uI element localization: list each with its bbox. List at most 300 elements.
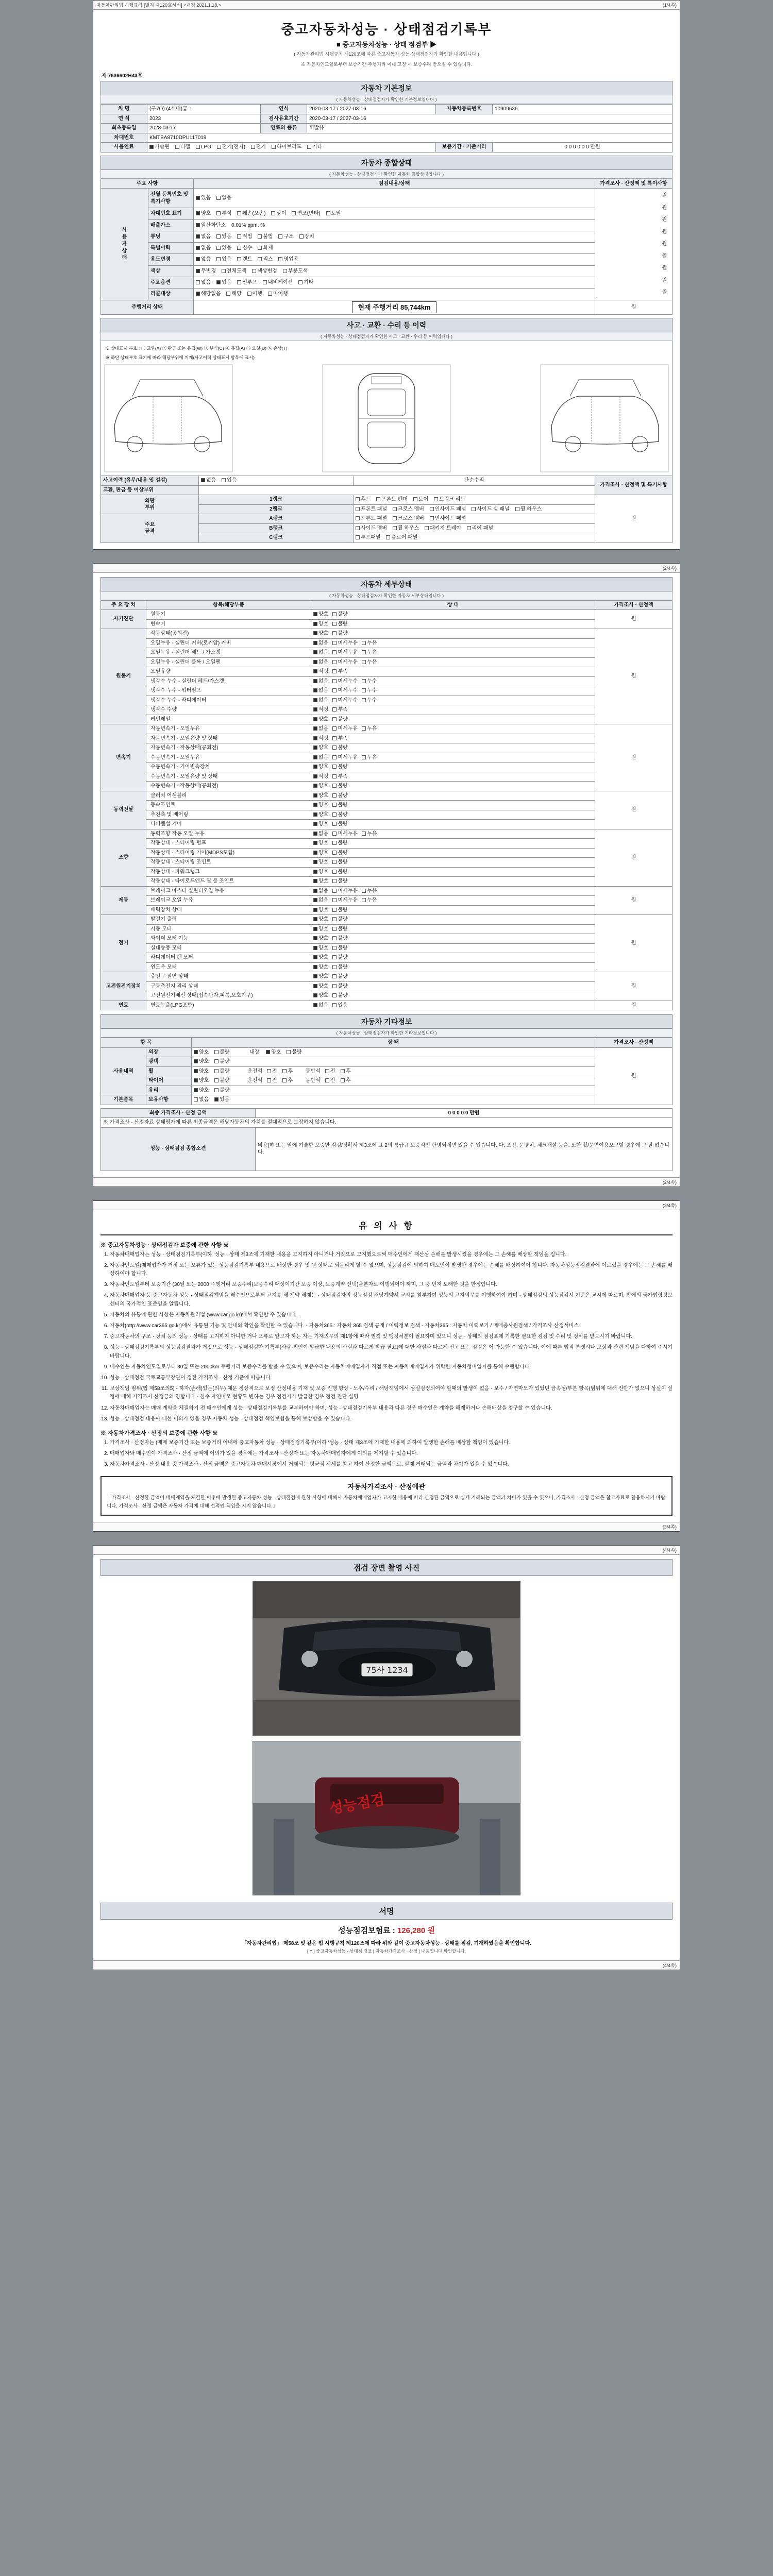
tire-front[interactable] (267, 1077, 277, 1084)
frame-inside-panel[interactable] (430, 515, 466, 522)
glass-bad[interactable] (214, 1087, 229, 1094)
opt-yes[interactable] (196, 195, 211, 202)
accident-yes[interactable] (222, 477, 237, 484)
opt-option-none[interactable] (196, 279, 211, 286)
status-option[interactable] (313, 973, 328, 980)
status-option[interactable] (313, 706, 328, 714)
status-option[interactable] (313, 668, 328, 675)
detail-row (101, 848, 673, 858)
status-option[interactable] (332, 869, 347, 876)
opt-tuning-legal[interactable] (237, 233, 252, 241)
opt-lease[interactable] (258, 256, 273, 263)
checkbox-icon (226, 292, 230, 296)
opt-tuning-illegal[interactable] (258, 233, 273, 241)
page-number-3b: (3/4쪽) (662, 1524, 677, 1530)
opt-label: 후드 (361, 497, 371, 503)
status-option[interactable] (313, 888, 328, 895)
ext-good[interactable] (194, 1049, 209, 1056)
status-option[interactable] (313, 907, 328, 914)
fuel-opt-0[interactable] (149, 144, 170, 151)
status-option[interactable] (332, 773, 347, 781)
detail-item-label: 동력조향 작동 오일 누유 (146, 829, 311, 839)
status-option[interactable] (313, 621, 328, 628)
status-option[interactable] (362, 697, 377, 704)
opt-special-yes[interactable] (216, 245, 231, 252)
detail-item-label: 수동변속기 - 작동상태(공회전) (146, 782, 311, 791)
glass-good[interactable] (194, 1087, 209, 1094)
status-option[interactable] (313, 773, 328, 781)
status-option[interactable] (332, 725, 358, 733)
checkbox-icon (216, 196, 221, 200)
price-band-label: 최종 가격조사 · 산정 금액 (101, 1108, 256, 1118)
status-option[interactable] (313, 735, 328, 742)
opt-co[interactable] (196, 222, 226, 229)
detail-price-cell: 원 (595, 610, 673, 629)
tire-bad[interactable] (214, 1077, 229, 1084)
opt-color-partial[interactable] (283, 268, 308, 275)
status-option[interactable] (313, 640, 328, 647)
wheel-front[interactable] (267, 1068, 277, 1075)
status-option[interactable] (332, 754, 358, 761)
fuel-opt-6[interactable] (307, 144, 322, 151)
accident-none[interactable] (201, 477, 216, 484)
status-option[interactable] (313, 964, 328, 971)
opt-color-original[interactable] (196, 268, 216, 275)
etc-group-label: 사용내역 (101, 1047, 146, 1095)
tire-good[interactable] (194, 1077, 209, 1084)
status-option[interactable] (332, 926, 347, 933)
status-option[interactable] (332, 831, 358, 838)
fuel-opt-1[interactable] (175, 144, 190, 151)
opt-no[interactable] (216, 195, 231, 202)
status-option-label: 불량 (338, 993, 348, 999)
status-option-label: 양호 (318, 993, 329, 999)
status-option[interactable] (362, 640, 377, 647)
fuel-opt-4[interactable] (251, 144, 266, 151)
status-option-label: 불량 (338, 792, 348, 799)
status-option[interactable] (332, 744, 347, 752)
opt-recall-yes[interactable] (226, 291, 241, 298)
status-option[interactable] (313, 792, 328, 800)
value-inspection: 2020-03-17 / 2027-03-16 (307, 114, 673, 124)
opt-label: 트렁크 리드 (439, 497, 466, 503)
status-option-label: 누수 (366, 678, 377, 684)
detail-item-status (311, 943, 595, 953)
price-body: 비용(하 또는 말에 기술한 보증한 검검/정확서 제3조에 표 2의 특급규 보증적인 판명되세면 있을 수 있습니다. 다, 포진, 문명치, 체크해설 등을, 또한 휠/문면이용보고할 경우에 그 잘 없습니다. (256, 1127, 673, 1171)
row-label-modelyear: 연 식 (101, 114, 147, 124)
basic-yes[interactable] (214, 1096, 229, 1104)
page-number-3: (3/4쪽) (662, 1202, 677, 1208)
opt-erased[interactable] (326, 210, 341, 217)
checkbox-icon (332, 812, 337, 817)
interior-label: 내장 (249, 1049, 260, 1055)
checkbox-icon (196, 246, 200, 250)
checkbox-icon (332, 955, 337, 959)
detail-price-cell: 원 (595, 829, 673, 886)
checkbox-icon (292, 211, 296, 215)
status-option-label: 양호 (318, 716, 329, 722)
checkbox-icon (196, 280, 200, 284)
status-option[interactable] (313, 926, 328, 933)
overall-right-8: 원 (662, 290, 667, 295)
item-side-sill[interactable] (472, 506, 510, 513)
checkbox-icon (271, 211, 275, 215)
status-option[interactable] (313, 1002, 328, 1009)
opt-label: 패키지 트레이 (430, 525, 461, 531)
overall-right-0: 원 (662, 193, 667, 198)
frame-rear-panel[interactable] (467, 525, 493, 532)
detail-item-label: 추진축 및 베어링 (146, 810, 311, 820)
accident-band: 사고 · 교환 · 수리 등 이력 (100, 318, 673, 332)
frame-roof-panel[interactable] (356, 534, 381, 541)
status-option[interactable] (332, 859, 347, 866)
detail-row (101, 762, 673, 772)
checkbox-icon (268, 292, 272, 296)
status-option[interactable] (313, 897, 328, 904)
svg-text:75사 1234: 75사 1234 (366, 1665, 408, 1675)
item-wheel-house[interactable] (515, 506, 542, 513)
int-bad[interactable] (287, 1049, 301, 1056)
checkbox-icon (313, 898, 317, 902)
wheel-front-2[interactable] (325, 1068, 335, 1075)
checkbox-icon (313, 984, 317, 988)
page-2-top-bar (93, 564, 680, 573)
checkbox-icon (356, 535, 360, 539)
status-option[interactable] (332, 716, 347, 723)
opt-label: 크로스 멤버 (397, 506, 424, 512)
frame-package-tray[interactable] (425, 525, 461, 532)
status-option-label: 없음 (318, 897, 329, 904)
accident-note: ( 자동차성능 · 상태점검자가 확인한 사고 · 교환 · 수리 등 이력입니다 ) (100, 332, 673, 341)
opt-tuning-device[interactable] (299, 233, 314, 241)
opt-commercial[interactable] (278, 256, 298, 263)
status-option[interactable] (362, 897, 377, 904)
notice-heading-2: ※ 자동차가격조사 · 산정의 보증에 관한 사항 ※ (100, 1430, 218, 1436)
status-option[interactable] (313, 935, 328, 942)
status-option-label: 불량 (338, 907, 348, 913)
opt-label: 휠 하우스 (520, 506, 542, 512)
status-option[interactable] (332, 992, 347, 999)
checkbox-icon (196, 292, 200, 296)
status-option[interactable] (332, 783, 347, 790)
opt-recall-na[interactable] (196, 291, 221, 298)
opt-tuning-none[interactable] (196, 233, 211, 241)
ext-bad[interactable] (214, 1049, 229, 1056)
item-trunk-lid[interactable] (434, 496, 465, 503)
item-hood[interactable] (356, 496, 371, 503)
rear-lift-photo (253, 1741, 520, 1895)
page-subtitle: ■ 중고자동차성능 · 상태 점검부 ▶ (337, 41, 436, 48)
status-option[interactable] (313, 945, 328, 952)
status-option[interactable] (332, 907, 347, 914)
detail-item-label: 브레이크 마스터 실린더오일 누유 (146, 886, 311, 896)
status-option[interactable] (332, 821, 347, 828)
status-option[interactable] (313, 687, 328, 694)
checkbox-icon (298, 280, 303, 284)
status-option[interactable] (313, 850, 328, 857)
opt-label: 불량 (220, 1068, 230, 1074)
opt-recall-done[interactable] (247, 291, 262, 298)
opt-nav[interactable] (263, 279, 293, 286)
opt-label: 해당없음 (201, 291, 221, 297)
frame-front-panel[interactable] (356, 515, 387, 522)
status-option[interactable] (332, 954, 347, 961)
opt-use-yes[interactable] (216, 256, 231, 263)
status-option-label: 없음 (318, 888, 329, 894)
status-option[interactable] (332, 735, 347, 742)
status-option[interactable] (313, 859, 328, 866)
checkbox-icon (237, 257, 241, 261)
frame-side-member[interactable] (356, 525, 387, 532)
status-option[interactable] (313, 869, 328, 876)
opt-special-none[interactable] (196, 245, 211, 252)
status-option[interactable] (362, 659, 377, 666)
etc-table (100, 1038, 673, 1105)
opt-label: 불량 (220, 1049, 230, 1055)
opt-flood[interactable] (237, 245, 252, 252)
checkbox-icon (362, 755, 366, 759)
checkbox-icon (362, 641, 366, 645)
opt-good[interactable] (196, 210, 211, 217)
item-door[interactable] (413, 496, 428, 503)
status-option-label: 누유 (366, 659, 377, 665)
opt-label: 불법 (263, 233, 273, 240)
status-option-label: 불량 (338, 612, 348, 618)
status-option[interactable] (332, 964, 347, 971)
opt-sunroof[interactable] (237, 279, 257, 286)
detail-item-label: 냉각수 누수 - 워터펌프 (146, 686, 311, 696)
overall-right-col (595, 189, 673, 300)
opt-label: 있음 (201, 195, 211, 201)
opt-damaged[interactable] (237, 210, 265, 217)
checkbox-icon (196, 234, 200, 239)
status-option[interactable] (332, 840, 347, 847)
status-option[interactable] (332, 668, 347, 675)
status-option[interactable] (332, 611, 347, 618)
opt-tuning-yes[interactable] (216, 233, 231, 241)
wheel-rear[interactable] (282, 1068, 293, 1075)
accident-row-1-value (199, 485, 595, 495)
wheel-good[interactable] (194, 1068, 209, 1075)
status-option-label: 불량 (338, 764, 348, 770)
detail-row (101, 934, 673, 944)
tire-rear[interactable] (282, 1077, 293, 1084)
opt-label: 미이행 (273, 291, 288, 297)
status-option[interactable] (313, 716, 328, 723)
pos-passenger: 동반석 (305, 1068, 321, 1074)
detail-item-label: 브레이크 오일 누유 (146, 896, 311, 906)
status-option[interactable] (332, 792, 347, 800)
frame-cross-member[interactable] (393, 515, 424, 522)
status-option-label: 누유 (366, 650, 377, 656)
status-option[interactable] (313, 840, 328, 847)
opt-label: 프론트 패널 (361, 506, 388, 512)
opt-etc[interactable] (298, 279, 313, 286)
detail-item-label: 충전구 절연 상태 (146, 972, 311, 982)
opt-label: 내비게이션 (268, 279, 293, 285)
status-option[interactable] (313, 992, 328, 999)
status-option[interactable] (332, 878, 347, 885)
status-option[interactable] (332, 802, 347, 809)
status-option[interactable] (332, 973, 347, 980)
status-option[interactable] (332, 621, 347, 628)
status-option[interactable] (332, 935, 347, 942)
status-option-label: 부족 (338, 735, 348, 741)
page-number-4: (4/4쪽) (662, 1547, 677, 1553)
status-option[interactable] (313, 649, 328, 656)
status-option[interactable] (313, 611, 328, 618)
status-option[interactable] (332, 697, 358, 704)
status-option[interactable] (362, 754, 377, 761)
polish-good[interactable] (194, 1058, 209, 1065)
opt-modified[interactable] (292, 210, 320, 217)
status-option[interactable] (332, 811, 347, 819)
status-option[interactable] (313, 783, 328, 790)
wheel-bad[interactable] (214, 1068, 229, 1075)
opt-label: 후 (288, 1068, 293, 1074)
int-good[interactable] (266, 1049, 281, 1056)
tire-rear-2[interactable] (341, 1077, 351, 1084)
status-option[interactable] (313, 916, 328, 923)
status-option-label: 누수 (366, 697, 377, 703)
overall-row-4-label: 특별이력 (148, 243, 194, 254)
status-option[interactable] (313, 954, 328, 961)
overall-right-4: 원 (662, 241, 667, 247)
status-option[interactable] (332, 945, 347, 952)
status-option[interactable] (313, 821, 328, 828)
status-option[interactable] (362, 687, 377, 694)
opt-fire[interactable] (258, 245, 273, 252)
checkbox-icon (325, 1078, 329, 1082)
item-cross-member[interactable] (393, 506, 424, 513)
status-option[interactable] (362, 831, 377, 838)
status-option[interactable] (332, 850, 347, 857)
row-label-firstreg: 최초등록일 (101, 124, 147, 133)
status-option[interactable] (332, 630, 347, 637)
status-option[interactable] (313, 754, 328, 761)
fuel-opt-2[interactable] (196, 144, 211, 151)
status-option[interactable] (313, 831, 328, 838)
status-option[interactable] (332, 1002, 347, 1009)
opt-label: 후 (346, 1068, 351, 1074)
opt-color-full[interactable] (222, 268, 247, 275)
status-option[interactable] (362, 725, 377, 733)
overall-row-4-value (194, 243, 595, 254)
opt-recall-not[interactable] (268, 291, 288, 298)
checkbox-icon (196, 145, 200, 149)
overall-row-3-label: 튜닝 (148, 231, 194, 242)
row-label-warranty-period: 보증기간 · 기준거리 (436, 143, 493, 152)
rank-c-label: C랭크 (199, 533, 354, 543)
status-option[interactable] (332, 916, 347, 923)
status-option[interactable] (332, 659, 358, 666)
fuel-opt-3[interactable] (217, 144, 245, 151)
detail-row (101, 972, 673, 982)
status-option-label: 미세누수 (338, 697, 358, 703)
status-option[interactable] (332, 764, 347, 771)
opt-corrosion[interactable] (216, 210, 231, 217)
status-option[interactable] (313, 811, 328, 819)
checkbox-icon (266, 1050, 270, 1054)
basic-info-note: ( 자동차성능 · 상태점검자가 확인한 기본정보입니다 ) (100, 95, 673, 104)
detail-item-status (311, 934, 595, 944)
frame-floor-panel[interactable] (386, 534, 417, 541)
detail-item-label: 커먼레일 (146, 715, 311, 724)
status-option-label: 불량 (338, 926, 348, 932)
opt-option-yes[interactable] (216, 279, 231, 286)
price-left-label: 성능 · 상태점검 종합소견 (101, 1127, 256, 1171)
detail-item-status (311, 867, 595, 877)
detail-row (101, 724, 673, 734)
opt-use-none[interactable] (196, 256, 211, 263)
status-option[interactable] (362, 678, 377, 685)
status-option[interactable] (313, 697, 328, 704)
opt-tuning-structure[interactable] (278, 233, 293, 241)
detail-hdr-0: 주 요 장 치 (101, 600, 146, 610)
status-option[interactable] (362, 888, 377, 895)
status-option[interactable] (332, 687, 358, 694)
status-option-label: 불량 (338, 821, 348, 827)
opt-different[interactable] (271, 210, 286, 217)
item-inside-panel[interactable] (430, 506, 466, 513)
detail-row (101, 953, 673, 963)
item-front-fender[interactable] (376, 496, 408, 503)
wheel-rear-2[interactable] (341, 1068, 351, 1075)
detail-price-cell: 원 (595, 791, 673, 829)
polish-bad[interactable] (214, 1058, 229, 1065)
status-option[interactable] (332, 888, 358, 895)
checkbox-icon (307, 145, 311, 149)
status-option[interactable] (313, 983, 328, 990)
status-option[interactable] (362, 649, 377, 656)
status-option[interactable] (313, 630, 328, 637)
status-option[interactable] (332, 983, 347, 990)
status-option[interactable] (313, 659, 328, 666)
status-option[interactable] (313, 802, 328, 809)
status-option[interactable] (332, 678, 358, 685)
status-option[interactable] (313, 764, 328, 771)
detail-item-label: 수동변속기 - 기어변속장치 (146, 762, 311, 772)
opt-label: 양호 (199, 1087, 209, 1093)
status-option[interactable] (332, 640, 358, 647)
item-front-panel[interactable] (356, 506, 387, 513)
detail-item-status (311, 972, 595, 982)
status-option[interactable] (313, 678, 328, 685)
status-option[interactable] (332, 897, 358, 904)
status-option[interactable] (313, 725, 328, 733)
detail-row (101, 619, 673, 629)
opt-label: 사이드 실 패널 (477, 506, 510, 512)
status-option[interactable] (332, 706, 347, 714)
status-option[interactable] (313, 744, 328, 752)
tire-front-2[interactable] (325, 1077, 335, 1084)
checkbox-icon (430, 507, 434, 511)
value-modelyear: 2023 (147, 114, 261, 124)
status-option-label: 누유 (366, 897, 377, 904)
status-option[interactable] (332, 649, 358, 656)
status-option-label: 미세누수 (338, 678, 358, 684)
detail-price-cell: 원 (595, 724, 673, 791)
detail-item-status (311, 648, 595, 658)
basic-none[interactable] (194, 1096, 209, 1104)
notice-item: 9. 매수인은 자동차인도일로부터 30일 또는 2000km 주행거리 보증수리를 받을 수 있으며, 보증수리는 자동차매매업자가 직접 또는 자동차매매업자가 위탁한 자동차정비업자를 통해 수행합니다. (110, 1363, 673, 1371)
opt-rent[interactable] (237, 256, 252, 263)
fuel-opt-5[interactable] (272, 144, 301, 151)
opt-color-changed[interactable] (252, 268, 277, 275)
status-option[interactable] (313, 878, 328, 885)
frame-wheel-house[interactable] (393, 525, 419, 532)
accident-detail-table (100, 476, 673, 543)
